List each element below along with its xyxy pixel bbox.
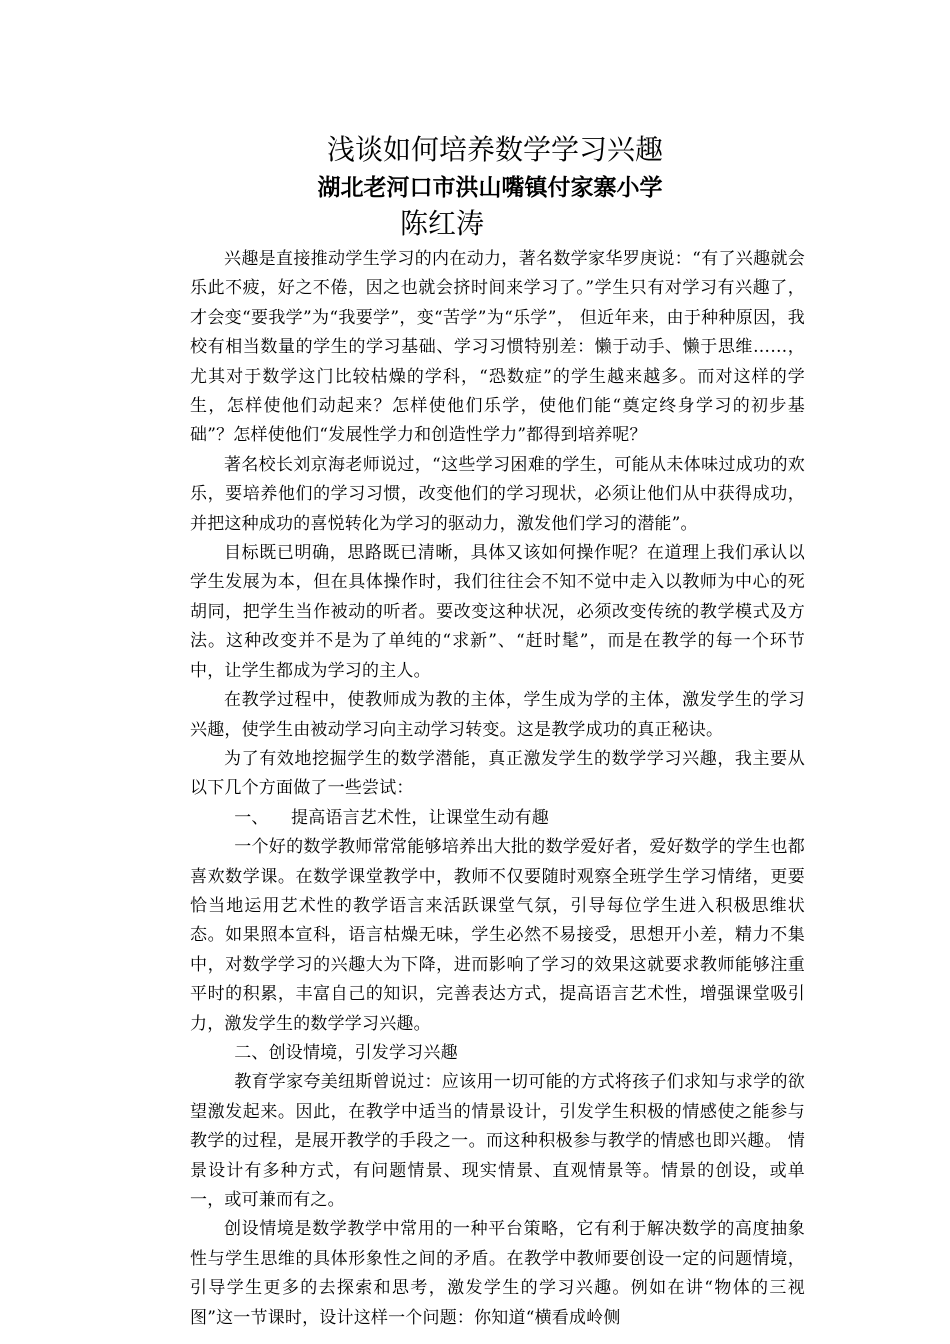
paragraph-process: 在教学过程中，使教师成为教的主体，学生成为学的主体，激发学生的学习兴趣，使学生由被动学习向主动学习转变。这是教学成功的真正秘诀。 xyxy=(190,690,805,740)
paragraph-quote: 著名校长刘京海老师说过，“这些学习困难的学生，可能从未体味过成功的欢乐，要培养他们的学习习惯，改变他们的学习现状，必须让他们从中获得成功，并把这种成功的喜悦转化为学习的驱动力，激发他们学习的潜能”。 xyxy=(190,454,805,534)
school-name: 湖北老河口市洪山嘴镇付家寨小学 xyxy=(317,175,663,201)
paragraph-situation: 教育学家夸美纽斯曾说过：应该用一切可能的方式将孩子们求知与求学的欲望激发起来。因此，在教学中适当的情景设计，引发学生积极的情感使之能参与教学的过程，是展开教学的手段之一。而这种积极参与教学的情感也即兴趣。 情景设计有多种方式，有问题情景、现实情景、直观情景等。情景的创设，或单一，或可兼而有之。 xyxy=(190,1072,805,1210)
document-title: 浅谈如何培养数学学习兴趣 xyxy=(326,133,663,166)
paragraph-strategy: 创设情境是数学教学中常用的一种平台策略，它有利于解决数学的高度抽象性与学生思维的具体形象性之间的矛盾。在教学中教师要创设一定的问题情境，引导学生更多的去探索和思考，激发学生的学习兴趣。例如在讲“物体的三视图”这一节课时，设计这样一个问题：你知道“横看成岭侧 xyxy=(190,1219,805,1328)
paragraph-language: 一个好的数学教师常常能够培养出大批的数学爱好者，爱好数学的学生也都喜欢数学课。在数学课堂教学中，教师不仅要随时观察全班学生学习情绪，更要恰当地运用艺术性的教学语言来活跃课堂气氛，引导每位学生进入积极思维状态。如果照本宣科，语言枯燥无味，学生必然不易接受，思想开小差，精力不集中，对数学学习的兴趣大为下降，进而影响了学习的效果这就要求教师能够注重平时的积累，丰富自己的知识，完善表达方式，提高语言艺术性，增强课堂吸引力，激发学生的数学学习兴趣。 xyxy=(190,837,805,1034)
paragraph-attempts: 为了有效地挖掘学生的数学潜能，真正激发学生的数学学习兴趣，我主要从以下几个方面做了一些尝试： xyxy=(190,748,805,799)
document-body xyxy=(190,245,805,1333)
paragraph-intro: 兴趣是直接推动学生学习的内在动力，著名数学家华罗庚说：“有了兴趣就会乐此不疲，好之不倦，因之也就会挤时间来学习了。”学生只有对学习有兴趣了，才会变“要我学”为“我要学”，变“苦学”为“乐学”， 但近年来，由于种种原因，我校有相当数量的学生的学习基础、学习习惯特别差：懒于动手、懒于思维……，尤其对于数学这门比较枯燥的学科，“恐数症”的学生越来越多。而对这样的学生，怎样使他们动起来？怎样使他们乐学，使他们能“奠定终身学习的初步基础”？怎样使他们“发展性学力和创造性学力”都得到培养呢？ xyxy=(190,249,805,446)
author-name: 陈红涛 xyxy=(400,207,485,240)
section-heading-2: 二、创设情境，引发学习兴趣 xyxy=(234,1042,458,1063)
paragraph-goal: 目标既已明确，思路既已清晰，具体又该如何操作呢？在道理上我们承认以学生发展为本，但在具体操作时，我们往往会不知不觉中走入以教师为中心的死胡同，把学生当作被动的听者。要改变这种状况，必须改变传统的教学模式及方法。这种改变并不是为了单纯的“求新”、“赶时髦”，而是在教学的每一个环节中，让学生都成为学习的主人。 xyxy=(190,543,805,681)
section-heading-1: 一、 提高语言艺术性，让课堂生动有趣 xyxy=(234,807,550,828)
